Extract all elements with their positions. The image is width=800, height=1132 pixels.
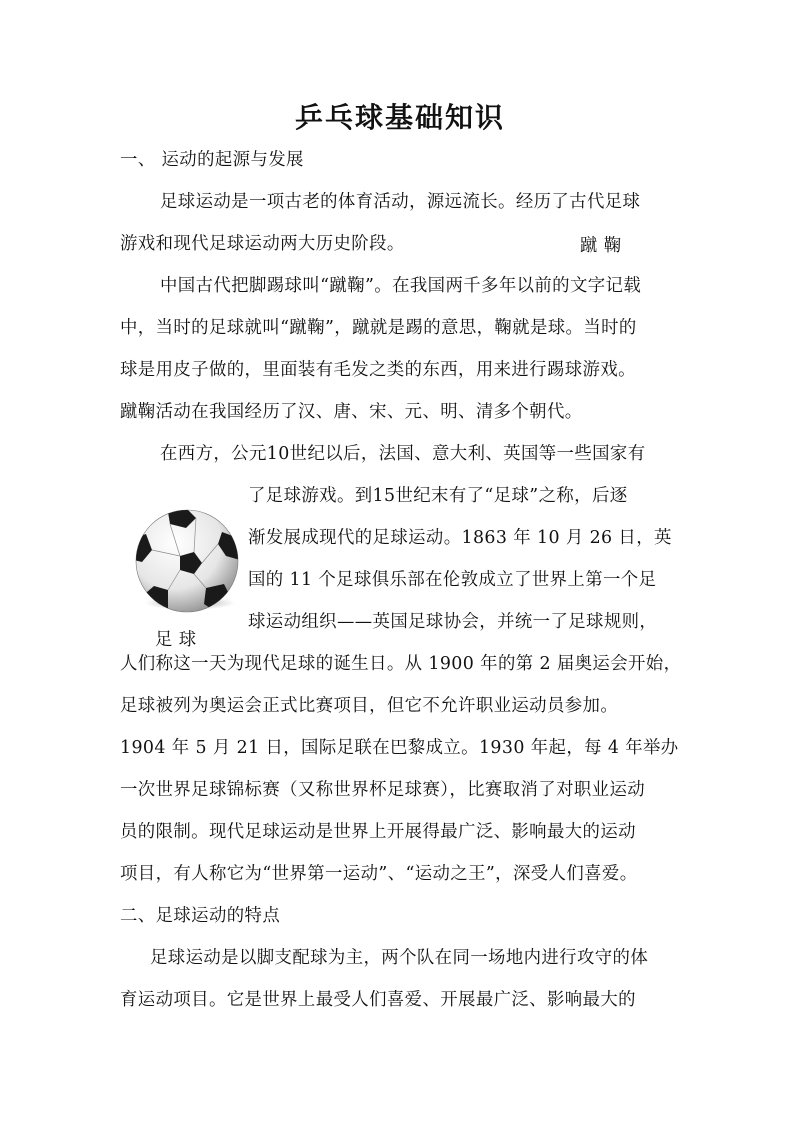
paragraph-line: 足球运动是一项古老的体育活动，源远流长。经历了古代足球 (160, 192, 641, 212)
paragraph-line: 球运动组织——英国足球协会，并统一了足球规则， (248, 612, 658, 632)
caption-cuju: 蹴 鞠 (580, 236, 622, 256)
paragraph-line: 足球运动是以脚支配球为主，两个队在同一场地内进行攻守的体 (150, 948, 649, 968)
paragraph-line: 中国古代把脚踢球叫“蹴鞠”。在我国两千多年以前的文字记载 (160, 276, 642, 296)
paragraph-line: 一次世界足球锦标赛（又称世界杯足球赛），比赛取消了对职业运动 (120, 780, 646, 800)
section-heading-features: 二、足球运动的特点 (120, 906, 281, 926)
section-heading-origin: 一、 运动的起源与发展 (120, 150, 304, 170)
paragraph-line: 1904 年 5 月 21 日，国际足联在巴黎成立。1930 年起，每 4 年举办 (120, 738, 679, 758)
paragraph-line: 人们称这一天为现代足球的诞生日。从 1900 年的第 2 届奥运会开始， (120, 654, 682, 674)
paragraph-line: 渐发展成现代的足球运动。1863 年 10 月 26 日，英 (248, 528, 672, 548)
paragraph-line: 项目，有人称它为“世界第一运动”、“运动之王”，深受人们喜爱。 (120, 864, 638, 884)
paragraph-line: 中，当时的足球就叫“蹴鞠”，蹴就是踢的意思，鞠就是球。当时的 (120, 318, 637, 338)
paragraph-line: 足球被列为奥运会正式比赛项目，但它不允许职业运动员参加。 (120, 696, 619, 716)
soccer-ball-icon (134, 508, 240, 614)
caption-ball: 足 球 (155, 630, 197, 650)
paragraph-line: 育运动项目。它是世界上最受人们喜爱、开展最广泛、影响最大的 (120, 990, 636, 1010)
paragraph-line: 员的限制。现代足球运动是世界上开展得最广泛、影响最大的运动 (120, 822, 636, 842)
paragraph-line: 球是用皮子做的，里面装有毛发之类的东西，用来进行踢球游戏。 (120, 360, 636, 380)
paragraph-line: 国的 11 个足球俱乐部在伦敦成立了世界上第一个足 (248, 570, 657, 590)
page-title: 乒乓球基础知识 (294, 101, 505, 134)
paragraph-line: 游戏和现代足球运动两大历史阶段。 (120, 234, 405, 254)
paragraph-line: 蹴鞠活动在我国经历了汉、唐、宋、元、明、清多个朝代。 (120, 402, 583, 422)
paragraph-line: 在西方，公元10世纪以后，法国、意大利、英国等一些国家有 (160, 444, 646, 464)
paragraph-line: 了足球游戏。到15世纪末有了“足球”之称，后逐 (248, 486, 628, 506)
